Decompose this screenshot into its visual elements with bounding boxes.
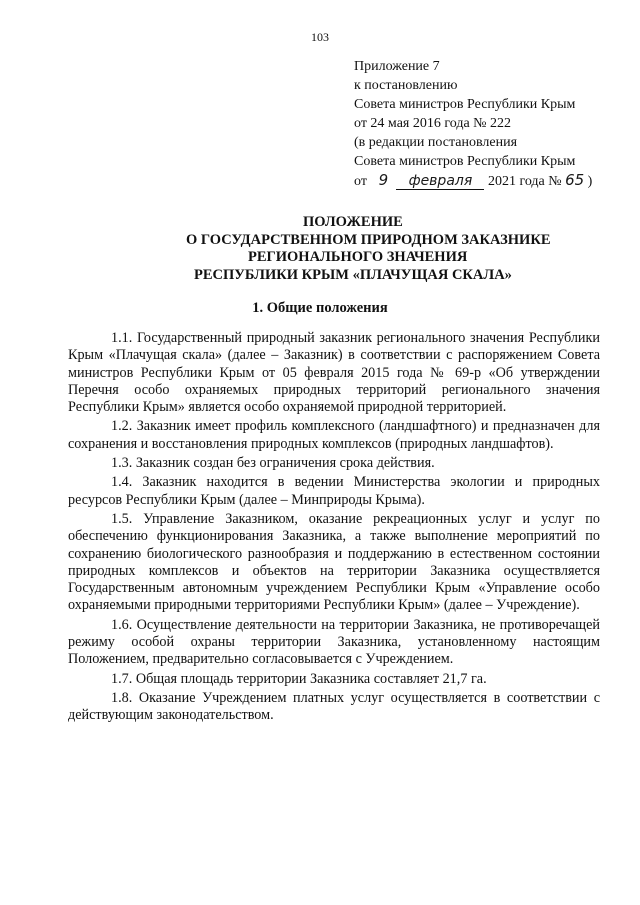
- annex-line: Приложение 7: [354, 59, 440, 74]
- handwritten-month: февраля: [396, 174, 484, 190]
- annex-line: (в редакции постановления: [354, 135, 518, 150]
- paragraph: 1.1. Государственный природный заказник регионального значения Республики Крым «Плачущая скала» (далее – Заказник) в соответствии с распоряжением Совета министров Республики Крым от 05 февраля 2015 года № 69-р «Об утверждении Перечня особо охраняемых природных территорий регионального значения Республики Крым» является особо охраняемой природной территорией.: [68, 330, 600, 416]
- title-line: РЕГИОНАЛЬНОГО ЗНАЧЕНИЯ: [248, 249, 468, 265]
- paragraph: 1.3. Заказник создан без ограничения срока действия.: [111, 455, 435, 472]
- annex-block: [354, 57, 592, 191]
- date-prefix: от: [354, 174, 367, 189]
- annex-date-line: [354, 171, 592, 191]
- paragraph: 1.7. Общая площадь территории Заказника составляет 21,7 га.: [111, 670, 487, 687]
- title-line: О ГОСУДАРСТВЕННОМ ПРИРОДНОМ ЗАКАЗНИКЕ: [186, 231, 551, 248]
- handwritten-number: 65: [565, 171, 585, 189]
- paragraph: 1.8. Оказание Учреждением платных услуг осуществляется в соответствии с действующим законодательством.: [68, 689, 600, 724]
- section-heading: 1. Общие положения: [252, 300, 388, 316]
- paragraph: 1.5. Управление Заказником, оказание рекреационных услуг и услуг по обеспечению функционирования Заказника, а также выполнение мероприятий по сохранению биологического разнообразия и поддержанию в естественном состоянии природных комплексов и объектов на территории Заказника осуществляется Государственным автономным учреждением Республики Крым «Управление особо охраняемыми природными территориями Республики Крым» (далее – Учреждение).: [68, 510, 600, 614]
- title-line: ПОЛОЖЕНИЕ: [303, 214, 403, 230]
- annex-line: от 24 мая 2016 года № 222: [354, 116, 512, 131]
- document-title: [0, 214, 640, 284]
- title-line: РЕСПУБЛИКИ КРЫМ «ПЛАЧУЩАЯ СКАЛА»: [194, 266, 512, 283]
- annex-line: к постановлению: [354, 78, 458, 93]
- page-number: 103: [311, 30, 329, 44]
- document-body: [68, 330, 600, 727]
- date-year: 2021 года №: [487, 174, 562, 189]
- handwritten-day: 9: [378, 171, 389, 189]
- annex-line: Совета министров Республики Крым: [354, 154, 576, 169]
- paragraph: 1.6. Осуществление деятельности на территории Заказника, не противоречащей режиму особой охраны территории Заказника, установленному настоящим Положением, предварительно согласовывается с Учреждением.: [68, 616, 600, 668]
- paragraph: 1.4. Заказник находится в ведении Министерства экологии и природных ресурсов Республики Крым (далее – Минприроды Крыма).: [68, 474, 600, 508]
- date-suffix: ): [587, 174, 593, 189]
- paragraph: 1.2. Заказник имеет профиль комплексного (ландшафтного) и предназначен для сохранения и восстановления природных комплексов (природных ландшафтов).: [68, 418, 600, 452]
- annex-line: Совета министров Республики Крым: [354, 97, 576, 112]
